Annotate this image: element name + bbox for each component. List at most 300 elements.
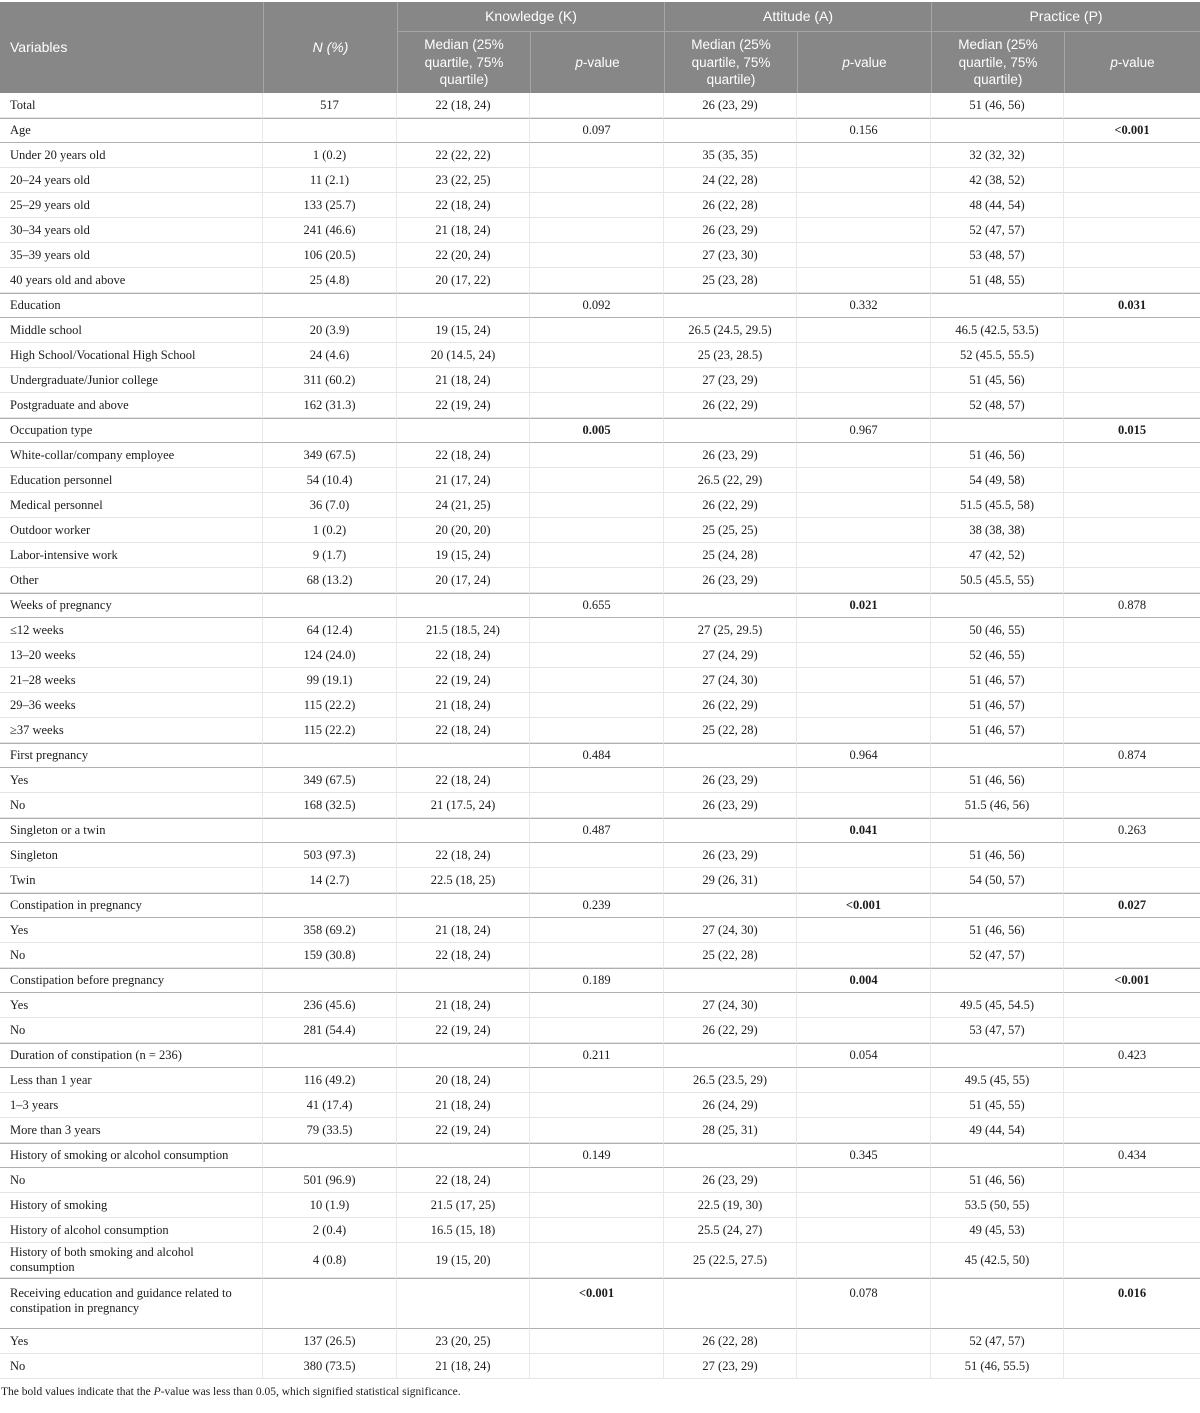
cell-attitude-median: 26 (23, 29) — [664, 568, 797, 593]
cell-attitude-pvalue — [797, 393, 931, 418]
cell-knowledge-median: 20 (14.5, 24) — [397, 343, 530, 368]
cell-practice-median: 49 (45, 53) — [931, 1218, 1064, 1243]
cell-knowledge-median: 22 (18, 24) — [397, 943, 530, 968]
cell-practice-median: 53.5 (50, 55) — [931, 1193, 1064, 1218]
cell-attitude-pvalue — [797, 93, 931, 118]
cell-attitude-pvalue — [797, 543, 931, 568]
row-label: 40 years old and above — [0, 268, 263, 293]
p-label-italic: p — [1110, 54, 1118, 70]
cell-knowledge-median — [397, 293, 530, 318]
cell-practice-pvalue — [1064, 1093, 1200, 1118]
cell-practice-pvalue: 0.031 — [1064, 293, 1200, 318]
cell-knowledge-pvalue — [530, 93, 664, 118]
row-label: Medical personnel — [0, 493, 263, 518]
cell-practice-median — [931, 118, 1064, 143]
cell-knowledge-median: 22 (18, 24) — [397, 1168, 530, 1193]
cell-n: 9 (1.7) — [263, 543, 397, 568]
column-header-variables: Variables — [0, 2, 263, 93]
cell-attitude-median: 25 (22, 28) — [664, 718, 797, 743]
cell-attitude-pvalue: 0.345 — [797, 1143, 931, 1168]
cell-n: 54 (10.4) — [263, 468, 397, 493]
row-label: Receiving education and guidance related to constipation in pregnancy — [0, 1278, 263, 1329]
cell-knowledge-median: 21 (18, 24) — [397, 1093, 530, 1118]
category-row — [0, 893, 1200, 918]
cell-attitude-pvalue — [797, 1018, 931, 1043]
table-row — [0, 1118, 1200, 1143]
cell-attitude-median — [664, 968, 797, 993]
cell-knowledge-median: 21 (18, 24) — [397, 693, 530, 718]
column-header-practice-median: Median (25% quartile, 75% quartile) — [931, 32, 1064, 93]
cell-practice-median: 47 (42, 52) — [931, 543, 1064, 568]
group-header-practice: Practice (P) — [931, 2, 1200, 32]
cell-practice-median: 54 (50, 57) — [931, 868, 1064, 893]
table-row — [0, 1329, 1200, 1354]
table-row — [0, 168, 1200, 193]
cell-knowledge-pvalue: <0.001 — [530, 1278, 664, 1329]
cell-n: 159 (30.8) — [263, 943, 397, 968]
row-label: 20–24 years old — [0, 168, 263, 193]
cell-attitude-pvalue — [797, 693, 931, 718]
cell-attitude-median: 26 (22, 29) — [664, 393, 797, 418]
column-header-attitude-median: Median (25% quartile, 75% quartile) — [664, 32, 797, 93]
cell-practice-pvalue — [1064, 568, 1200, 593]
cell-practice-median: 48 (44, 54) — [931, 193, 1064, 218]
cell-practice-median: 51 (46, 56) — [931, 843, 1064, 868]
cell-knowledge-median — [397, 593, 530, 618]
cell-knowledge-median: 24 (21, 25) — [397, 493, 530, 518]
cell-knowledge-median: 21 (18, 24) — [397, 368, 530, 393]
cell-practice-pvalue: 0.015 — [1064, 418, 1200, 443]
cell-practice-pvalue — [1064, 168, 1200, 193]
cell-attitude-median — [664, 1143, 797, 1168]
cell-knowledge-pvalue — [530, 1329, 664, 1354]
cell-attitude-median: 25 (23, 28.5) — [664, 343, 797, 368]
cell-knowledge-pvalue — [530, 368, 664, 393]
cell-practice-median: 51 (46, 56) — [931, 918, 1064, 943]
cell-n: 311 (60.2) — [263, 368, 397, 393]
table-row — [0, 993, 1200, 1018]
cell-attitude-pvalue — [797, 318, 931, 343]
cell-attitude-median: 25 (22, 28) — [664, 943, 797, 968]
table-row — [0, 1193, 1200, 1218]
cell-practice-median: 45 (42.5, 50) — [931, 1243, 1064, 1278]
cell-attitude-pvalue — [797, 668, 931, 693]
cell-practice-pvalue: 0.263 — [1064, 818, 1200, 843]
cell-knowledge-pvalue — [530, 443, 664, 468]
cell-attitude-median — [664, 743, 797, 768]
cell-n — [263, 743, 397, 768]
cell-attitude-median: 25 (25, 25) — [664, 518, 797, 543]
row-label: Education — [0, 293, 263, 318]
cell-knowledge-pvalue — [530, 493, 664, 518]
cell-knowledge-median: 22.5 (18, 25) — [397, 868, 530, 893]
footnote-p-italic: P — [153, 1386, 161, 1398]
cell-n — [263, 118, 397, 143]
cell-practice-pvalue: 0.434 — [1064, 1143, 1200, 1168]
cell-knowledge-pvalue — [530, 618, 664, 643]
cell-knowledge-median — [397, 968, 530, 993]
cell-n: 1 (0.2) — [263, 518, 397, 543]
table-row — [0, 543, 1200, 568]
cell-n: 236 (45.6) — [263, 993, 397, 1018]
column-header-attitude-pvalue — [797, 32, 931, 93]
table-row — [0, 443, 1200, 468]
cell-attitude-pvalue: 0.156 — [797, 118, 931, 143]
cell-practice-median: 51.5 (46, 56) — [931, 793, 1064, 818]
row-label: Constipation before pregnancy — [0, 968, 263, 993]
cell-attitude-median: 26.5 (24.5, 29.5) — [664, 318, 797, 343]
cell-practice-median — [931, 818, 1064, 843]
p-label-rest: -value — [1117, 54, 1155, 70]
cell-knowledge-median: 22 (18, 24) — [397, 193, 530, 218]
row-label: Undergraduate/Junior college — [0, 368, 263, 393]
column-header-knowledge-median: Median (25% quartile, 75% quartile) — [397, 32, 530, 93]
cell-practice-pvalue — [1064, 793, 1200, 818]
cell-attitude-median: 25 (22.5, 27.5) — [664, 1243, 797, 1278]
cell-practice-pvalue: <0.001 — [1064, 968, 1200, 993]
cell-practice-median — [931, 1278, 1064, 1329]
cell-practice-pvalue — [1064, 468, 1200, 493]
table-row — [0, 1243, 1200, 1278]
cell-attitude-pvalue — [797, 1168, 931, 1193]
cell-attitude-pvalue — [797, 618, 931, 643]
table-row — [0, 1068, 1200, 1093]
cell-attitude-median: 27 (24, 29) — [664, 643, 797, 668]
cell-n: 1 (0.2) — [263, 143, 397, 168]
cell-knowledge-pvalue: 0.211 — [530, 1043, 664, 1068]
row-label: More than 3 years — [0, 1118, 263, 1143]
cell-practice-median: 51 (45, 56) — [931, 368, 1064, 393]
table-row — [0, 368, 1200, 393]
p-label-italic: p — [842, 54, 850, 70]
row-label: 35–39 years old — [0, 243, 263, 268]
cell-n — [263, 1143, 397, 1168]
cell-knowledge-pvalue — [530, 1168, 664, 1193]
cell-attitude-median: 35 (35, 35) — [664, 143, 797, 168]
cell-n: 106 (20.5) — [263, 243, 397, 268]
cell-practice-pvalue — [1064, 243, 1200, 268]
cell-knowledge-pvalue — [530, 943, 664, 968]
table-row — [0, 568, 1200, 593]
group-header-attitude: Attitude (A) — [664, 2, 931, 32]
cell-knowledge-median: 22 (18, 24) — [397, 643, 530, 668]
cell-attitude-pvalue — [797, 343, 931, 368]
cell-attitude-pvalue — [797, 1068, 931, 1093]
table-row — [0, 943, 1200, 968]
cell-attitude-pvalue: 0.964 — [797, 743, 931, 768]
cell-attitude-pvalue — [797, 768, 931, 793]
row-label: No — [0, 793, 263, 818]
cell-knowledge-median: 23 (20, 25) — [397, 1329, 530, 1354]
cell-n: 349 (67.5) — [263, 443, 397, 468]
category-row — [0, 593, 1200, 618]
footnote-text-after: -value was less than 0.05, which signified statistical significance. — [160, 1386, 461, 1398]
cell-knowledge-pvalue — [530, 168, 664, 193]
cell-n: 281 (54.4) — [263, 1018, 397, 1043]
cell-practice-median: 52 (47, 57) — [931, 943, 1064, 968]
table-row — [0, 268, 1200, 293]
cell-attitude-pvalue: 0.078 — [797, 1278, 931, 1329]
cell-attitude-pvalue — [797, 993, 931, 1018]
cell-practice-median: 49.5 (45, 55) — [931, 1068, 1064, 1093]
cell-practice-median: 51 (45, 55) — [931, 1093, 1064, 1118]
cell-attitude-median — [664, 1043, 797, 1068]
category-row — [0, 818, 1200, 843]
cell-attitude-pvalue — [797, 1193, 931, 1218]
cell-knowledge-median: 22 (19, 24) — [397, 1118, 530, 1143]
cell-attitude-median: 27 (24, 30) — [664, 918, 797, 943]
cell-attitude-pvalue — [797, 568, 931, 593]
cell-attitude-median: 27 (23, 29) — [664, 368, 797, 393]
cell-knowledge-pvalue — [530, 668, 664, 693]
cell-knowledge-median: 22 (18, 24) — [397, 843, 530, 868]
table-row — [0, 1354, 1200, 1379]
cell-knowledge-median — [397, 1278, 530, 1329]
table-row — [0, 1018, 1200, 1043]
table-row — [0, 1093, 1200, 1118]
cell-n: 162 (31.3) — [263, 393, 397, 418]
cell-practice-pvalue — [1064, 93, 1200, 118]
cell-knowledge-pvalue — [530, 193, 664, 218]
cell-knowledge-pvalue — [530, 543, 664, 568]
cell-practice-median — [931, 418, 1064, 443]
cell-attitude-median: 25.5 (24, 27) — [664, 1218, 797, 1243]
category-row — [0, 968, 1200, 993]
cell-attitude-pvalue — [797, 843, 931, 868]
cell-practice-pvalue — [1064, 1193, 1200, 1218]
cell-knowledge-pvalue: 0.149 — [530, 1143, 664, 1168]
cell-knowledge-pvalue: 0.097 — [530, 118, 664, 143]
cell-n — [263, 593, 397, 618]
cell-attitude-median — [664, 893, 797, 918]
cell-knowledge-pvalue: 0.655 — [530, 593, 664, 618]
cell-knowledge-pvalue — [530, 1243, 664, 1278]
cell-knowledge-pvalue — [530, 243, 664, 268]
cell-knowledge-median: 22 (18, 24) — [397, 93, 530, 118]
cell-attitude-median: 26.5 (22, 29) — [664, 468, 797, 493]
cell-n: 25 (4.8) — [263, 268, 397, 293]
cell-knowledge-median: 19 (15, 24) — [397, 543, 530, 568]
cell-attitude-pvalue: 0.054 — [797, 1043, 931, 1068]
cell-practice-pvalue — [1064, 143, 1200, 168]
cell-n: 503 (97.3) — [263, 843, 397, 868]
cell-n — [263, 893, 397, 918]
cell-knowledge-median: 19 (15, 24) — [397, 318, 530, 343]
row-label: Labor-intensive work — [0, 543, 263, 568]
cell-knowledge-median: 22 (19, 24) — [397, 393, 530, 418]
cell-practice-pvalue — [1064, 618, 1200, 643]
cell-practice-median: 51 (46, 56) — [931, 93, 1064, 118]
cell-attitude-pvalue: 0.021 — [797, 593, 931, 618]
cell-attitude-pvalue — [797, 1218, 931, 1243]
cell-attitude-pvalue — [797, 1118, 931, 1143]
table-row — [0, 193, 1200, 218]
cell-practice-pvalue — [1064, 343, 1200, 368]
cell-attitude-median — [664, 293, 797, 318]
cell-n: 133 (25.7) — [263, 193, 397, 218]
cell-practice-median: 51 (46, 57) — [931, 668, 1064, 693]
cell-practice-median: 52 (47, 57) — [931, 218, 1064, 243]
category-row — [0, 1043, 1200, 1068]
cell-practice-pvalue: 0.874 — [1064, 743, 1200, 768]
cell-practice-median — [931, 743, 1064, 768]
cell-n: 41 (17.4) — [263, 1093, 397, 1118]
cell-n: 4 (0.8) — [263, 1243, 397, 1278]
cell-attitude-pvalue — [797, 168, 931, 193]
cell-practice-pvalue — [1064, 493, 1200, 518]
cell-attitude-median: 26 (23, 29) — [664, 443, 797, 468]
cell-knowledge-median: 22 (20, 24) — [397, 243, 530, 268]
cell-attitude-pvalue — [797, 943, 931, 968]
row-label: Less than 1 year — [0, 1068, 263, 1093]
cell-practice-pvalue — [1064, 693, 1200, 718]
cell-practice-pvalue: 0.027 — [1064, 893, 1200, 918]
cell-attitude-median: 26 (22, 29) — [664, 493, 797, 518]
row-label: Yes — [0, 918, 263, 943]
cell-knowledge-pvalue: 0.484 — [530, 743, 664, 768]
cell-practice-pvalue — [1064, 318, 1200, 343]
group-header-knowledge: Knowledge (K) — [397, 2, 664, 32]
cell-knowledge-pvalue — [530, 518, 664, 543]
cell-practice-median — [931, 1043, 1064, 1068]
row-label: 21–28 weeks — [0, 668, 263, 693]
kap-statistics-table — [0, 2, 1200, 1379]
row-label: First pregnancy — [0, 743, 263, 768]
cell-practice-median — [931, 1143, 1064, 1168]
cell-knowledge-pvalue — [530, 568, 664, 593]
table-row — [0, 718, 1200, 743]
cell-n: 380 (73.5) — [263, 1354, 397, 1379]
cell-attitude-median: 26 (22, 28) — [664, 193, 797, 218]
table-row — [0, 918, 1200, 943]
cell-n: 116 (49.2) — [263, 1068, 397, 1093]
cell-attitude-pvalue — [797, 268, 931, 293]
cell-knowledge-pvalue — [530, 793, 664, 818]
cell-practice-pvalue — [1064, 1068, 1200, 1093]
cell-knowledge-median: 22 (19, 24) — [397, 1018, 530, 1043]
table-row — [0, 393, 1200, 418]
cell-knowledge-median: 22 (18, 24) — [397, 443, 530, 468]
row-label: 29–36 weeks — [0, 693, 263, 718]
row-label: No — [0, 1168, 263, 1193]
cell-attitude-pvalue: 0.332 — [797, 293, 931, 318]
cell-n — [263, 1043, 397, 1068]
cell-knowledge-pvalue — [530, 843, 664, 868]
cell-knowledge-median: 21 (18, 24) — [397, 918, 530, 943]
cell-practice-median — [931, 293, 1064, 318]
cell-practice-median: 52 (48, 57) — [931, 393, 1064, 418]
row-label: Constipation in pregnancy — [0, 893, 263, 918]
cell-practice-pvalue — [1064, 1243, 1200, 1278]
row-label: Outdoor worker — [0, 518, 263, 543]
cell-n: 501 (96.9) — [263, 1168, 397, 1193]
cell-attitude-pvalue — [797, 868, 931, 893]
cell-practice-median: 52 (46, 55) — [931, 643, 1064, 668]
cell-practice-median: 51 (46, 57) — [931, 693, 1064, 718]
table-row — [0, 1168, 1200, 1193]
p-label-italic: p — [575, 54, 583, 70]
row-label: History of alcohol consumption — [0, 1218, 263, 1243]
cell-knowledge-pvalue — [530, 343, 664, 368]
cell-practice-median: 51.5 (45.5, 58) — [931, 493, 1064, 518]
footnote-text-before: The bold values indicate that the — [1, 1386, 154, 1398]
cell-attitude-median: 27 (23, 29) — [664, 1354, 797, 1379]
cell-practice-pvalue — [1064, 1354, 1200, 1379]
table-row — [0, 318, 1200, 343]
cell-attitude-median: 26 (23, 29) — [664, 1168, 797, 1193]
row-label: ≥37 weeks — [0, 718, 263, 743]
row-label: Twin — [0, 868, 263, 893]
row-label: History of smoking — [0, 1193, 263, 1218]
cell-practice-median: 51 (48, 55) — [931, 268, 1064, 293]
table-row — [0, 868, 1200, 893]
row-label: ≤12 weeks — [0, 618, 263, 643]
table-row — [0, 218, 1200, 243]
table-row — [0, 93, 1200, 118]
cell-attitude-median: 26 (22, 28) — [664, 1329, 797, 1354]
row-label: Under 20 years old — [0, 143, 263, 168]
cell-attitude-pvalue — [797, 243, 931, 268]
cell-practice-median — [931, 893, 1064, 918]
cell-n: 36 (7.0) — [263, 493, 397, 518]
cell-practice-pvalue — [1064, 918, 1200, 943]
table-row — [0, 518, 1200, 543]
cell-n: 517 — [263, 93, 397, 118]
cell-knowledge-median: 21.5 (17, 25) — [397, 1193, 530, 1218]
cell-knowledge-pvalue: 0.189 — [530, 968, 664, 993]
cell-practice-median: 49.5 (45, 54.5) — [931, 993, 1064, 1018]
row-label: No — [0, 1354, 263, 1379]
cell-practice-pvalue — [1064, 1018, 1200, 1043]
cell-attitude-pvalue — [797, 218, 931, 243]
cell-knowledge-median — [397, 418, 530, 443]
cell-n: 11 (2.1) — [263, 168, 397, 193]
cell-knowledge-median: 20 (20, 20) — [397, 518, 530, 543]
row-label: Total — [0, 93, 263, 118]
cell-practice-median: 51 (46, 56) — [931, 1168, 1064, 1193]
cell-practice-pvalue — [1064, 1118, 1200, 1143]
cell-n: 115 (22.2) — [263, 693, 397, 718]
table-row — [0, 668, 1200, 693]
row-label: 30–34 years old — [0, 218, 263, 243]
cell-knowledge-pvalue — [530, 218, 664, 243]
cell-practice-median: 46.5 (42.5, 53.5) — [931, 318, 1064, 343]
cell-knowledge-median: 19 (15, 20) — [397, 1243, 530, 1278]
cell-n — [263, 293, 397, 318]
table-row — [0, 618, 1200, 643]
cell-attitude-median: 25 (23, 28) — [664, 268, 797, 293]
cell-knowledge-median — [397, 118, 530, 143]
cell-attitude-pvalue: <0.001 — [797, 893, 931, 918]
cell-n: 124 (24.0) — [263, 643, 397, 668]
cell-knowledge-pvalue — [530, 918, 664, 943]
table-row — [0, 1218, 1200, 1243]
category-row — [0, 293, 1200, 318]
cell-knowledge-median: 21.5 (18.5, 24) — [397, 618, 530, 643]
cell-attitude-pvalue — [797, 493, 931, 518]
cell-attitude-median: 27 (24, 30) — [664, 993, 797, 1018]
cell-n: 358 (69.2) — [263, 918, 397, 943]
category-row — [0, 118, 1200, 143]
cell-attitude-median: 29 (26, 31) — [664, 868, 797, 893]
category-row — [0, 418, 1200, 443]
cell-n: 20 (3.9) — [263, 318, 397, 343]
cell-attitude-pvalue — [797, 468, 931, 493]
cell-practice-pvalue — [1064, 943, 1200, 968]
row-label: Education personnel — [0, 468, 263, 493]
table-row — [0, 468, 1200, 493]
cell-knowledge-median: 20 (17, 24) — [397, 568, 530, 593]
